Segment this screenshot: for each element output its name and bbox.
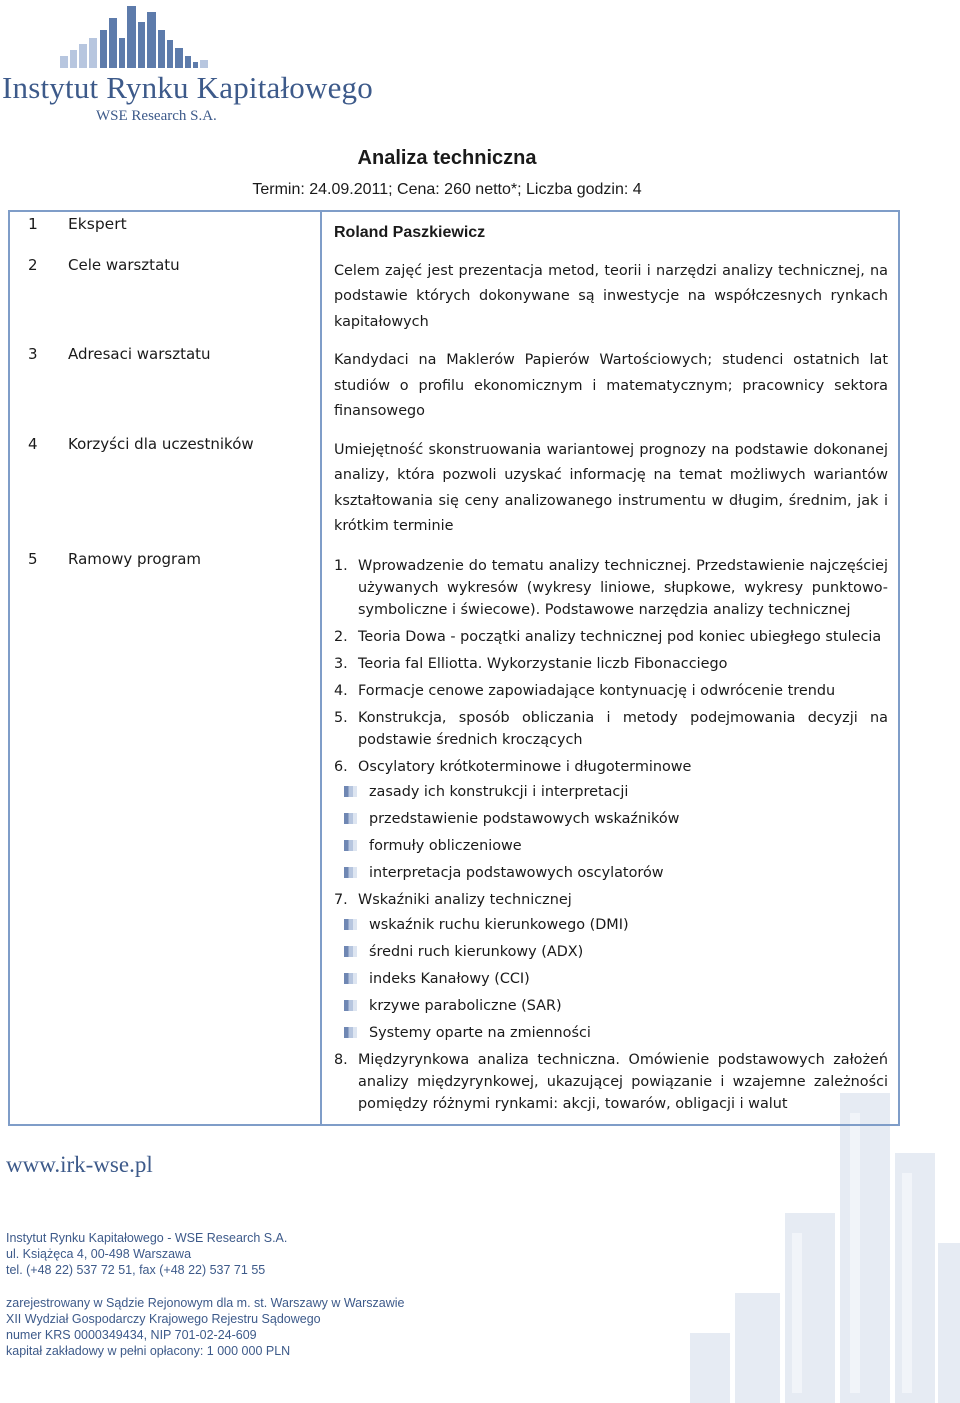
row-value bbox=[321, 341, 899, 431]
row-label-text: Adresaci warsztatu bbox=[68, 345, 211, 363]
program-subitem-text: indeks Kanałowy (CCI) bbox=[369, 970, 530, 987]
goals-text: Celem zajęć jest prezentacja metod, teorii i narzędzi analizy technicznej, na podstawie których dokonywane są inwestycje na współczesnych rynkach kapitałowych bbox=[334, 262, 888, 330]
skyline-watermark-icon bbox=[680, 1093, 960, 1403]
row-label bbox=[9, 431, 321, 546]
program-item-number: 4. bbox=[334, 682, 348, 699]
program-item bbox=[334, 555, 888, 621]
expert-name: Roland Paszkiewicz bbox=[321, 211, 899, 252]
address-line: ul. Książęca 4, 00-498 Warszawa bbox=[6, 1247, 192, 1261]
logo-subtitle: WSE Research S.A. bbox=[96, 108, 217, 124]
program-item bbox=[334, 626, 888, 648]
logo-name: Instytut Rynku Kapitałowego bbox=[2, 70, 373, 105]
registration-line: numer KRS 0000349434, NIP 701-02-24-609 bbox=[6, 1328, 257, 1342]
row-number: 1 bbox=[28, 215, 38, 233]
program-subitem bbox=[358, 835, 888, 857]
program-item-text: Formacje cenowe zapowiadające kontynuację i odwrócenie trendu bbox=[358, 682, 836, 699]
program-item bbox=[334, 756, 888, 884]
company-logo bbox=[0, 0, 373, 130]
registration-line: XII Wydział Gospodarczy Krajowego Rejestru Sądowego bbox=[6, 1312, 321, 1326]
registration-line: kapitał zakładowy w pełni opłacony: 1 000 000 PLN bbox=[6, 1344, 291, 1358]
registration-block bbox=[6, 1295, 405, 1359]
program-item bbox=[334, 653, 888, 675]
program-item-number: 7. bbox=[334, 891, 348, 908]
table-row bbox=[9, 431, 899, 546]
program-item bbox=[334, 680, 888, 702]
program-item bbox=[334, 1049, 888, 1115]
program-item bbox=[334, 707, 888, 751]
row-label-text: Ekspert bbox=[68, 215, 127, 233]
address-line: tel. (+48 22) 537 72 51, fax (+48 22) 537 71 55 bbox=[6, 1263, 266, 1277]
program-subitem bbox=[358, 968, 888, 990]
row-number: 4 bbox=[28, 434, 38, 453]
registration-line: zarejestrowany w Sądzie Rejonowym dla m. st. Warszawy w Warszawie bbox=[6, 1296, 405, 1310]
square-bullet-icon bbox=[344, 919, 357, 930]
table-row bbox=[9, 546, 899, 1125]
row-number: 3 bbox=[28, 345, 38, 363]
program-sublist bbox=[358, 781, 888, 884]
program-item-text: Oscylatory krótkoterminowe i długoterminowe bbox=[358, 758, 692, 775]
square-bullet-icon bbox=[344, 786, 357, 797]
row-label-text: Korzyści dla uczestników bbox=[68, 434, 254, 453]
program-subitem-text: formuły obliczeniowe bbox=[369, 837, 522, 854]
program-item-number: 3. bbox=[334, 655, 348, 672]
row-value bbox=[321, 431, 899, 546]
course-details: Termin: 24.09.2011; Cena: 260 netto*; Liczba godzin: 4 bbox=[252, 181, 642, 198]
table-row bbox=[9, 252, 899, 342]
table-row bbox=[9, 211, 899, 252]
program-item-text: Teoria fal Elliotta. Wykorzystanie liczb Fibonacciego bbox=[358, 655, 728, 672]
website-url: www.irk-wse.pl bbox=[6, 1152, 153, 1177]
program-subitem bbox=[358, 1022, 888, 1044]
building-logo-icon bbox=[0, 0, 310, 70]
program-subitem bbox=[358, 914, 888, 936]
program-subitem-text: krzywe paraboliczne (SAR) bbox=[369, 997, 562, 1014]
program-subitem-text: zasady ich konstrukcji i interpretacji bbox=[369, 783, 629, 800]
program-subitem bbox=[358, 781, 888, 803]
row-label bbox=[9, 546, 321, 1125]
program-sublist bbox=[358, 914, 888, 1044]
square-bullet-icon bbox=[344, 1027, 357, 1038]
program-item-text: Konstrukcja, sposób obliczania i metody podejmowania decyzji na podstawie średnich kroczących bbox=[358, 709, 888, 748]
audience-text: Kandydaci na Maklerów Papierów Wartościowych; studenci ostatnich lat studiów o profilu ekonomicznym i matematycznym; pracownicy sektora finansowego bbox=[334, 352, 888, 419]
program-item-number: 1. bbox=[334, 557, 348, 574]
program-item-text: Wskaźniki analizy technicznej bbox=[358, 891, 572, 908]
square-bullet-icon bbox=[344, 813, 357, 824]
course-info-table bbox=[8, 210, 900, 1126]
program-list bbox=[334, 555, 888, 1115]
row-label-text: Ramowy program bbox=[68, 549, 202, 568]
square-bullet-icon bbox=[344, 946, 357, 957]
row-label bbox=[9, 252, 321, 342]
page-title: Analiza techniczna bbox=[357, 147, 537, 169]
row-value bbox=[321, 252, 899, 342]
row-value bbox=[321, 546, 899, 1125]
row-label bbox=[9, 341, 321, 431]
program-item-number: 8. bbox=[334, 1051, 348, 1068]
program-item bbox=[334, 889, 888, 1044]
benefits-text: Umiejętność skonstruowania wariantowej prognozy na podstawie dokonanej analizy, która pozwoli uzyskać informację na temat możliwych wariantów kształtowania się ceny analizowanego instrumentu w długim, średnim, jak i krótkim terminie bbox=[334, 441, 888, 534]
square-bullet-icon bbox=[344, 973, 357, 984]
program-subitem-text: przedstawienie podstawowych wskaźników bbox=[369, 810, 680, 827]
program-subitem-text: Systemy oparte na zmienności bbox=[369, 1024, 591, 1041]
square-bullet-icon bbox=[344, 1000, 357, 1011]
program-subitem-text: wskaźnik ruchu kierunkowego (DMI) bbox=[369, 916, 629, 933]
program-item-text: Międzyrynkowa analiza techniczna. Omówienie podstawowych założeń analizy międzyrynkowej, ukazującej powiązanie i wzajemne zależności pomiędzy różnymi rynkami: akcji, towarów, obligacji i walut bbox=[358, 1051, 888, 1112]
program-subitem bbox=[358, 862, 888, 884]
row-label bbox=[9, 211, 321, 252]
program-subitem-text: średni ruch kierunkowy (ADX) bbox=[369, 943, 584, 960]
program-subitem bbox=[358, 941, 888, 963]
square-bullet-icon bbox=[344, 840, 357, 851]
row-number: 5 bbox=[28, 549, 38, 568]
square-bullet-icon bbox=[344, 867, 357, 878]
program-item-number: 5. bbox=[334, 709, 348, 726]
program-item-text: Teoria Dowa - początki analizy technicznej pod koniec ubiegłego stulecia bbox=[358, 628, 882, 645]
table-row bbox=[9, 341, 899, 431]
program-item-text: Wprowadzenie do tematu analizy technicznej. Przedstawienie najczęściej używanych wykresów (wykresy liniowe, słupkowe, wykresy punktowo-symboliczne i świecowe). Podstawowe narzędzia analizy technicznej bbox=[358, 557, 888, 618]
program-subitem bbox=[358, 808, 888, 830]
address-line: Instytut Rynku Kapitałowego - WSE Research S.A. bbox=[6, 1231, 288, 1245]
program-item-number: 2. bbox=[334, 628, 348, 645]
program-subitem-text: interpretacja podstawowych oscylatorów bbox=[369, 864, 664, 881]
row-number: 2 bbox=[28, 255, 38, 274]
program-subitem bbox=[358, 995, 888, 1017]
row-label-text: Cele warsztatu bbox=[68, 255, 180, 274]
program-item-number: 6. bbox=[334, 758, 348, 775]
address-block bbox=[6, 1230, 287, 1278]
